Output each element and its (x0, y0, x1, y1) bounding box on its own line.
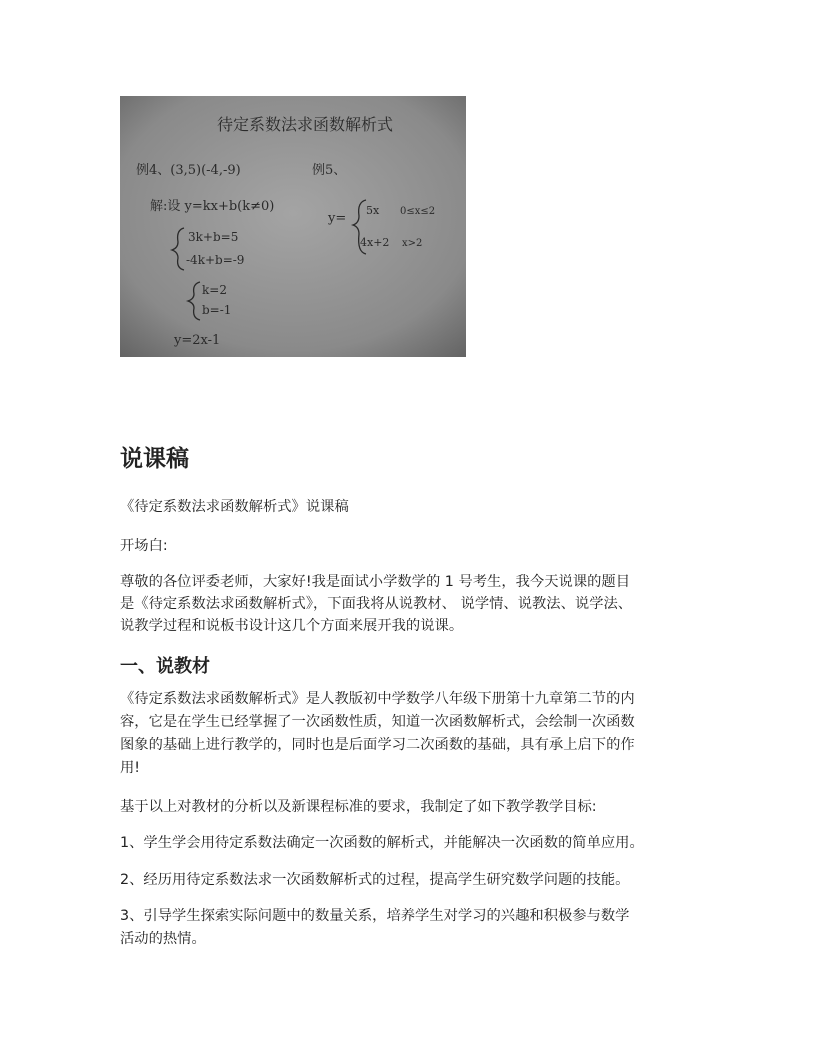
section-1-line-1: 《待定系数法求函数解析式》是人教版初中学数学八年级下册第十九章第二节的内 (120, 691, 635, 707)
photo-cond1: 0≤x≤2 (400, 206, 436, 217)
photo-piece1: 5x (366, 204, 380, 217)
goal-2: 2、经历用待定系数法求一次函数解析式的过程，提高学生研究数学问题的技能。 (120, 872, 630, 888)
opening-line-2: 是《待定系数法求函数解析式》，下面我将从说教材、 说学情、说教法、说学法、 (120, 596, 633, 612)
opening-label: 开场白: (120, 538, 168, 554)
goal-1: 1、学生学会用待定系数法确定一次函数的解析式，并能解决一次函数的简单应用。 (120, 835, 644, 851)
photo-cond2: x>2 (402, 238, 423, 249)
section-1-line-2: 容，它是在学生已经掌握了一次函数性质，知道一次函数解析式，会绘制一次函数 (120, 714, 635, 730)
section-1-title: 一、说教材 (120, 656, 210, 677)
section-1-line-4: 用! (120, 760, 141, 776)
photo-result: y=2x-1 (174, 333, 221, 348)
photo-sol2: b=-1 (202, 303, 232, 317)
goal-3-line-1: 3、引导学生探索实际问题中的数量关系，培养学生对学习的兴趣和积极参与数学 (120, 908, 630, 924)
photo-example4: 例4、(3,5)(-4,-9) (136, 163, 241, 178)
goals-intro: 基于以上对教材的分析以及新课程标准的要求，我制定了如下教学教学目标: (120, 799, 597, 815)
goal-3-line-2: 活动的热情。 (120, 931, 206, 947)
opening-line-3: 说教学过程和说板书设计这几个方面来展开我的说课。 (120, 618, 464, 634)
opening-line-1: 尊敬的各位评委老师，大家好!我是面试小学数学的 1 号考生，我今天说课的题目 (120, 574, 631, 590)
photo-sol1: k=2 (202, 283, 227, 297)
photo-title: 待定系数法求函数解析式 (217, 115, 394, 134)
subtitle: 《待定系数法求函数解析式》说课稿 (120, 499, 349, 515)
photo-piece-y: y= (328, 211, 347, 226)
photo-solution: 解:设 y=kx+b(k≠0) (150, 199, 275, 214)
blackboard-photo (120, 96, 466, 357)
photo-eq2: -4k+b=-9 (186, 253, 245, 267)
section-1-line-3: 图象的基础上进行教学的，同时也是后面学习二次函数的基础，具有承上启下的作 (120, 737, 635, 753)
photo-piece2: 4x+2 (360, 236, 390, 249)
page-heading: 说课稿 (120, 446, 189, 472)
blackboard-photo-canvas (120, 96, 466, 357)
photo-example5: 例5、 (312, 163, 347, 178)
photo-eq1: 3k+b=5 (188, 230, 239, 244)
